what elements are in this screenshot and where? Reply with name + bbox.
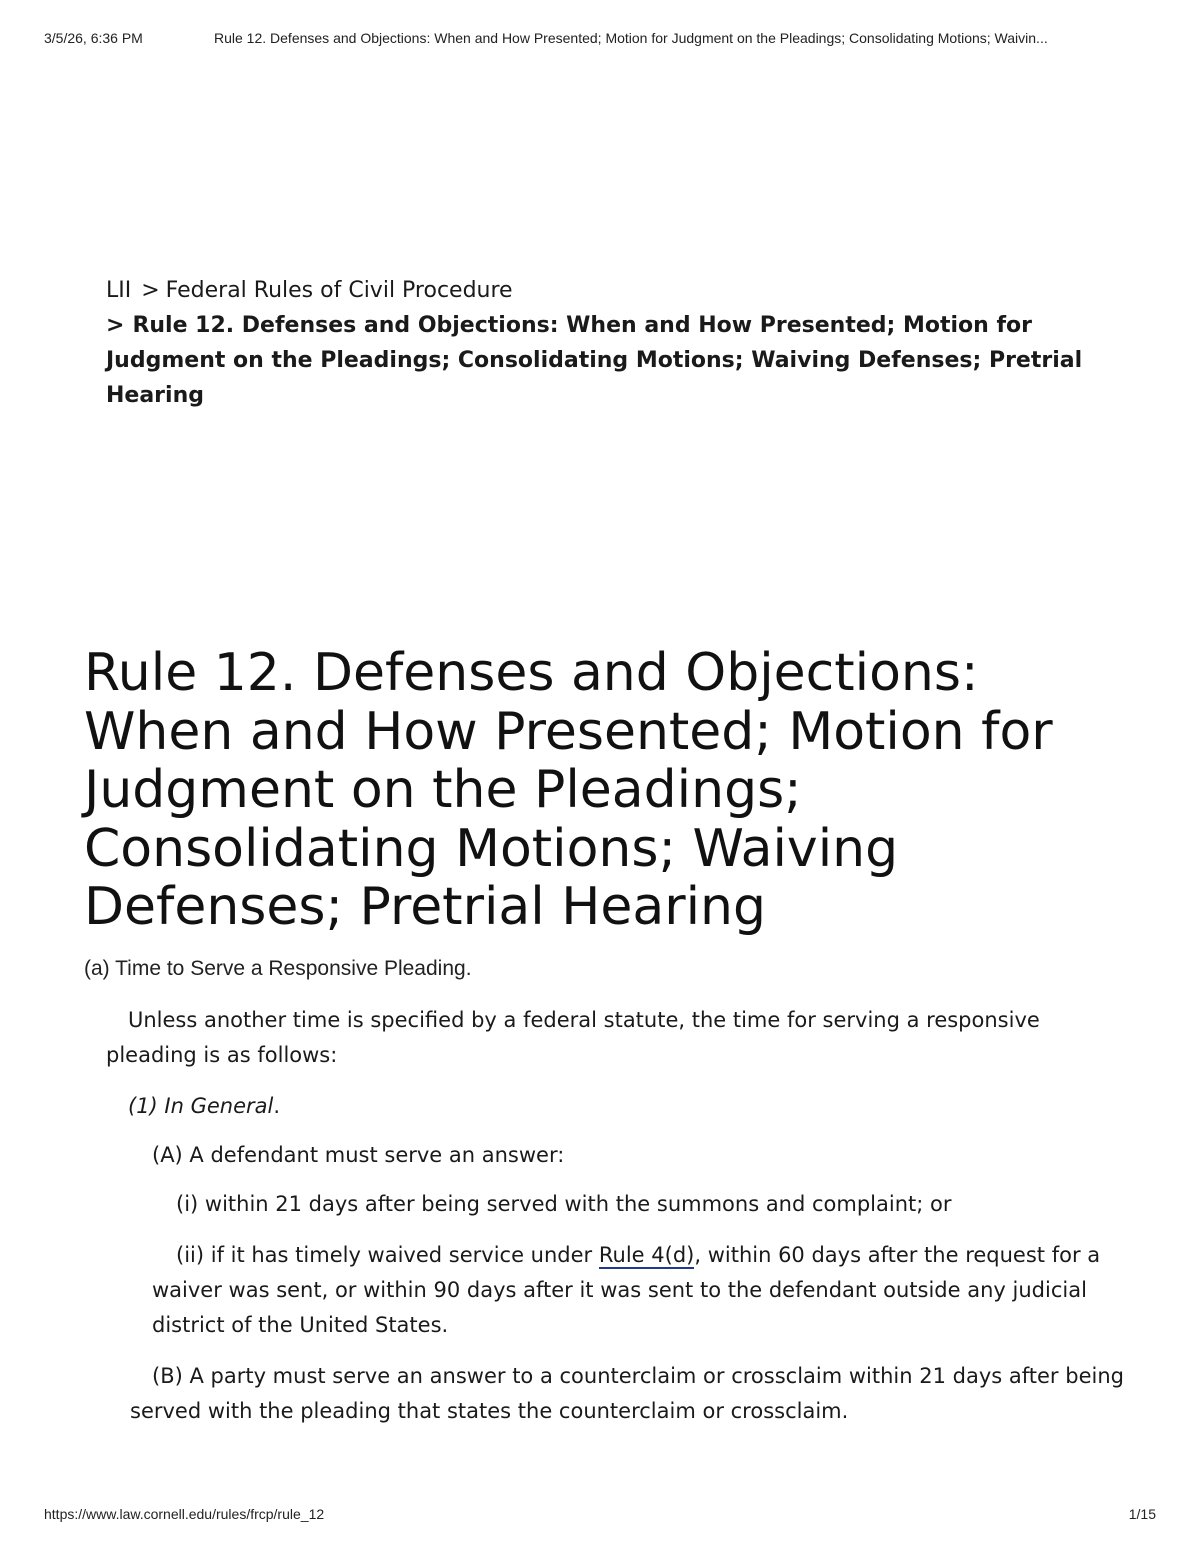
breadcrumb-current-label: Rule 12. Defenses and Objections: When and How Presented; Motion for Judgment on the Pleadings; Consolidating Motions; Waiving Defenses; Pretrial Hearing	[106, 313, 1083, 408]
item-ii	[152, 1238, 1112, 1343]
rule-4d-link[interactable]: Rule 4(d)	[598, 1243, 695, 1267]
section-a-heading: (a) Time to Serve a Responsive Pleading.	[84, 957, 472, 980]
print-datetime: 3/5/26, 6:36 PM	[44, 30, 143, 46]
item-ii-text-after: , within 60 days after the request for a waiver was sent, or within 90 days after it was sent to the defendant outside any judicial district of the United States.	[152, 1243, 1101, 1337]
subsection-1-period: .	[273, 1094, 281, 1118]
print-page-number: 1/15	[1128, 1506, 1156, 1522]
breadcrumb-separator: >	[141, 278, 160, 303]
breadcrumb-separator: >	[106, 313, 125, 338]
item-i: (i) within 21 days after being served with the summons and complaint; or	[176, 1192, 952, 1216]
breadcrumb-parent-link[interactable]: Federal Rules of Civil Procedure	[165, 278, 513, 303]
section-a-intro: Unless another time is specified by a federal statute, the time for serving a responsive pleading is as follows:	[106, 1008, 1040, 1067]
breadcrumb	[106, 273, 1086, 413]
print-header	[44, 30, 1156, 52]
breadcrumb-current	[106, 313, 1082, 408]
print-url: https://www.law.cornell.edu/rules/frcp/rule_12	[44, 1506, 325, 1522]
item-B: (B) A party must serve an answer to a counterclaim or crossclaim within 21 days after being served with the pleading that states the counterclaim or crossclaim.	[130, 1364, 1124, 1423]
page-title: Rule 12. Defenses and Objections: When and How Presented; Motion for Judgment on the Pleadings; Consolidating Motions; Waiving Defenses; Pretrial Hearing	[84, 643, 1053, 937]
item-ii-text-before: (ii) if it has timely waived service under	[176, 1243, 599, 1267]
subsection-1-heading	[128, 1089, 280, 1124]
print-page-title: Rule 12. Defenses and Objections: When and How Presented; Motion for Judgment on the Pleadings; Consolidating Motions; Waivin...	[214, 30, 1048, 46]
subsection-1-label: (1) In General	[128, 1094, 274, 1118]
print-footer	[44, 1506, 1156, 1528]
breadcrumb-root-link[interactable]: LII	[106, 278, 132, 303]
item-A: (A) A defendant must serve an answer:	[152, 1143, 565, 1167]
